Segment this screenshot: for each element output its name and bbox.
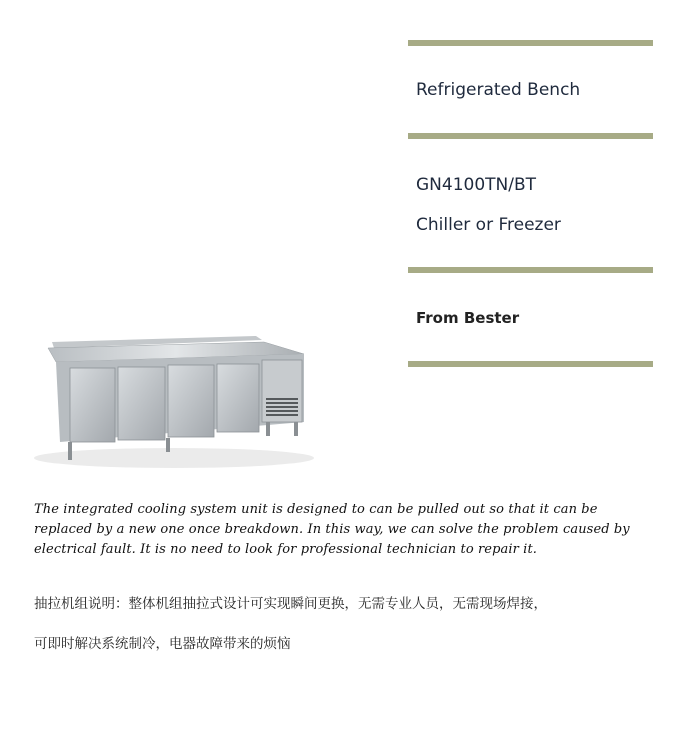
description-chinese-line1: 抽拉机组说明：整体机组抽拉式设计可实现瞬间更换，无需专业人员，无需现场焊接，	[34, 596, 547, 612]
door-1	[70, 368, 115, 442]
refrigerated-bench-image	[34, 330, 316, 470]
product-brand: From Bester	[416, 309, 520, 327]
door-2	[118, 367, 165, 440]
description-english: The integrated cooling system unit is designed to can be pulled out so that it can be replaced by a new one once breakdown. In this way, we can solve the problem caused by electrical fault. It is no need to look for professional technician to repair it.	[34, 502, 630, 557]
door-4	[217, 364, 259, 432]
door-3	[168, 365, 214, 437]
divider-top	[408, 40, 653, 46]
product-category: Refrigerated Bench	[416, 80, 581, 100]
description-chinese-line2: 可即时解决系统制冷，电器故障带来的烦恼	[34, 636, 291, 652]
divider-2	[408, 133, 653, 139]
divider-bottom	[408, 361, 653, 367]
product-model: GN4100TN/BT	[416, 175, 537, 195]
product-type: Chiller or Freezer	[416, 215, 561, 235]
divider-3	[408, 267, 653, 273]
